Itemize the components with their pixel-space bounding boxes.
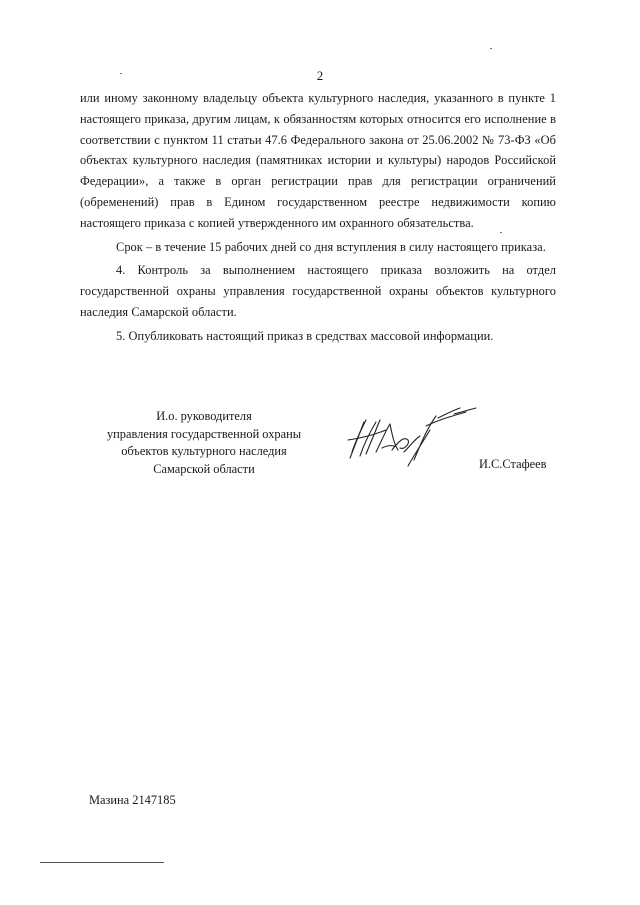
scan-speck xyxy=(490,48,492,49)
signatory-title-line: объектов культурного наследия xyxy=(121,444,287,458)
signatory-title-line: Самарской области xyxy=(153,461,255,476)
paragraph-continuation: или иному законному владельцу объекта культурного наследия, указанного в пункте 1 настоящего приказа, другим лицам, к обязанностям которых относится его исполнение в соответствии с пунктом 11 статьи 47.6 Федерального закона от 25.06.2002 № 73-ФЗ «Об объектах культурного наследия (памятниках истории и культуры) народов Российской Федерации», а также в орган регистрации прав для регистрации ограничений (обременений) прав в Едином государственном реестре недвижимости копию настоящего приказа с копией утвержденного им охранного обязательства. xyxy=(80,91,556,230)
signatory-name: И.С.Стафеев xyxy=(479,457,547,471)
signatory-title xyxy=(70,408,338,478)
paragraph-item-5: 5. Опубликовать настоящий приказ в средствах массовой информации. xyxy=(116,328,494,343)
executor-info: Мазина 2147185 xyxy=(89,793,176,807)
footer-rule xyxy=(40,862,164,863)
scan-speck xyxy=(500,232,502,233)
paragraph-item-4: 4. Контроль за выполнением настоящего приказа возложить на отдел государственной охраны управления государственной охраны объектов культурного наследия Самарской области. xyxy=(80,263,556,319)
handwritten-signature xyxy=(342,400,482,480)
document-body xyxy=(80,88,556,347)
page-number: 2 xyxy=(316,68,324,83)
paragraph-deadline: Срок – в течение 15 рабочих дней со дня вступления в силу настоящего приказа. xyxy=(116,239,546,254)
signatory-title-line: И.о. руководителя xyxy=(156,409,252,423)
signatory-title-line: управления государственной охраны xyxy=(106,426,302,441)
scan-speck xyxy=(120,73,122,74)
